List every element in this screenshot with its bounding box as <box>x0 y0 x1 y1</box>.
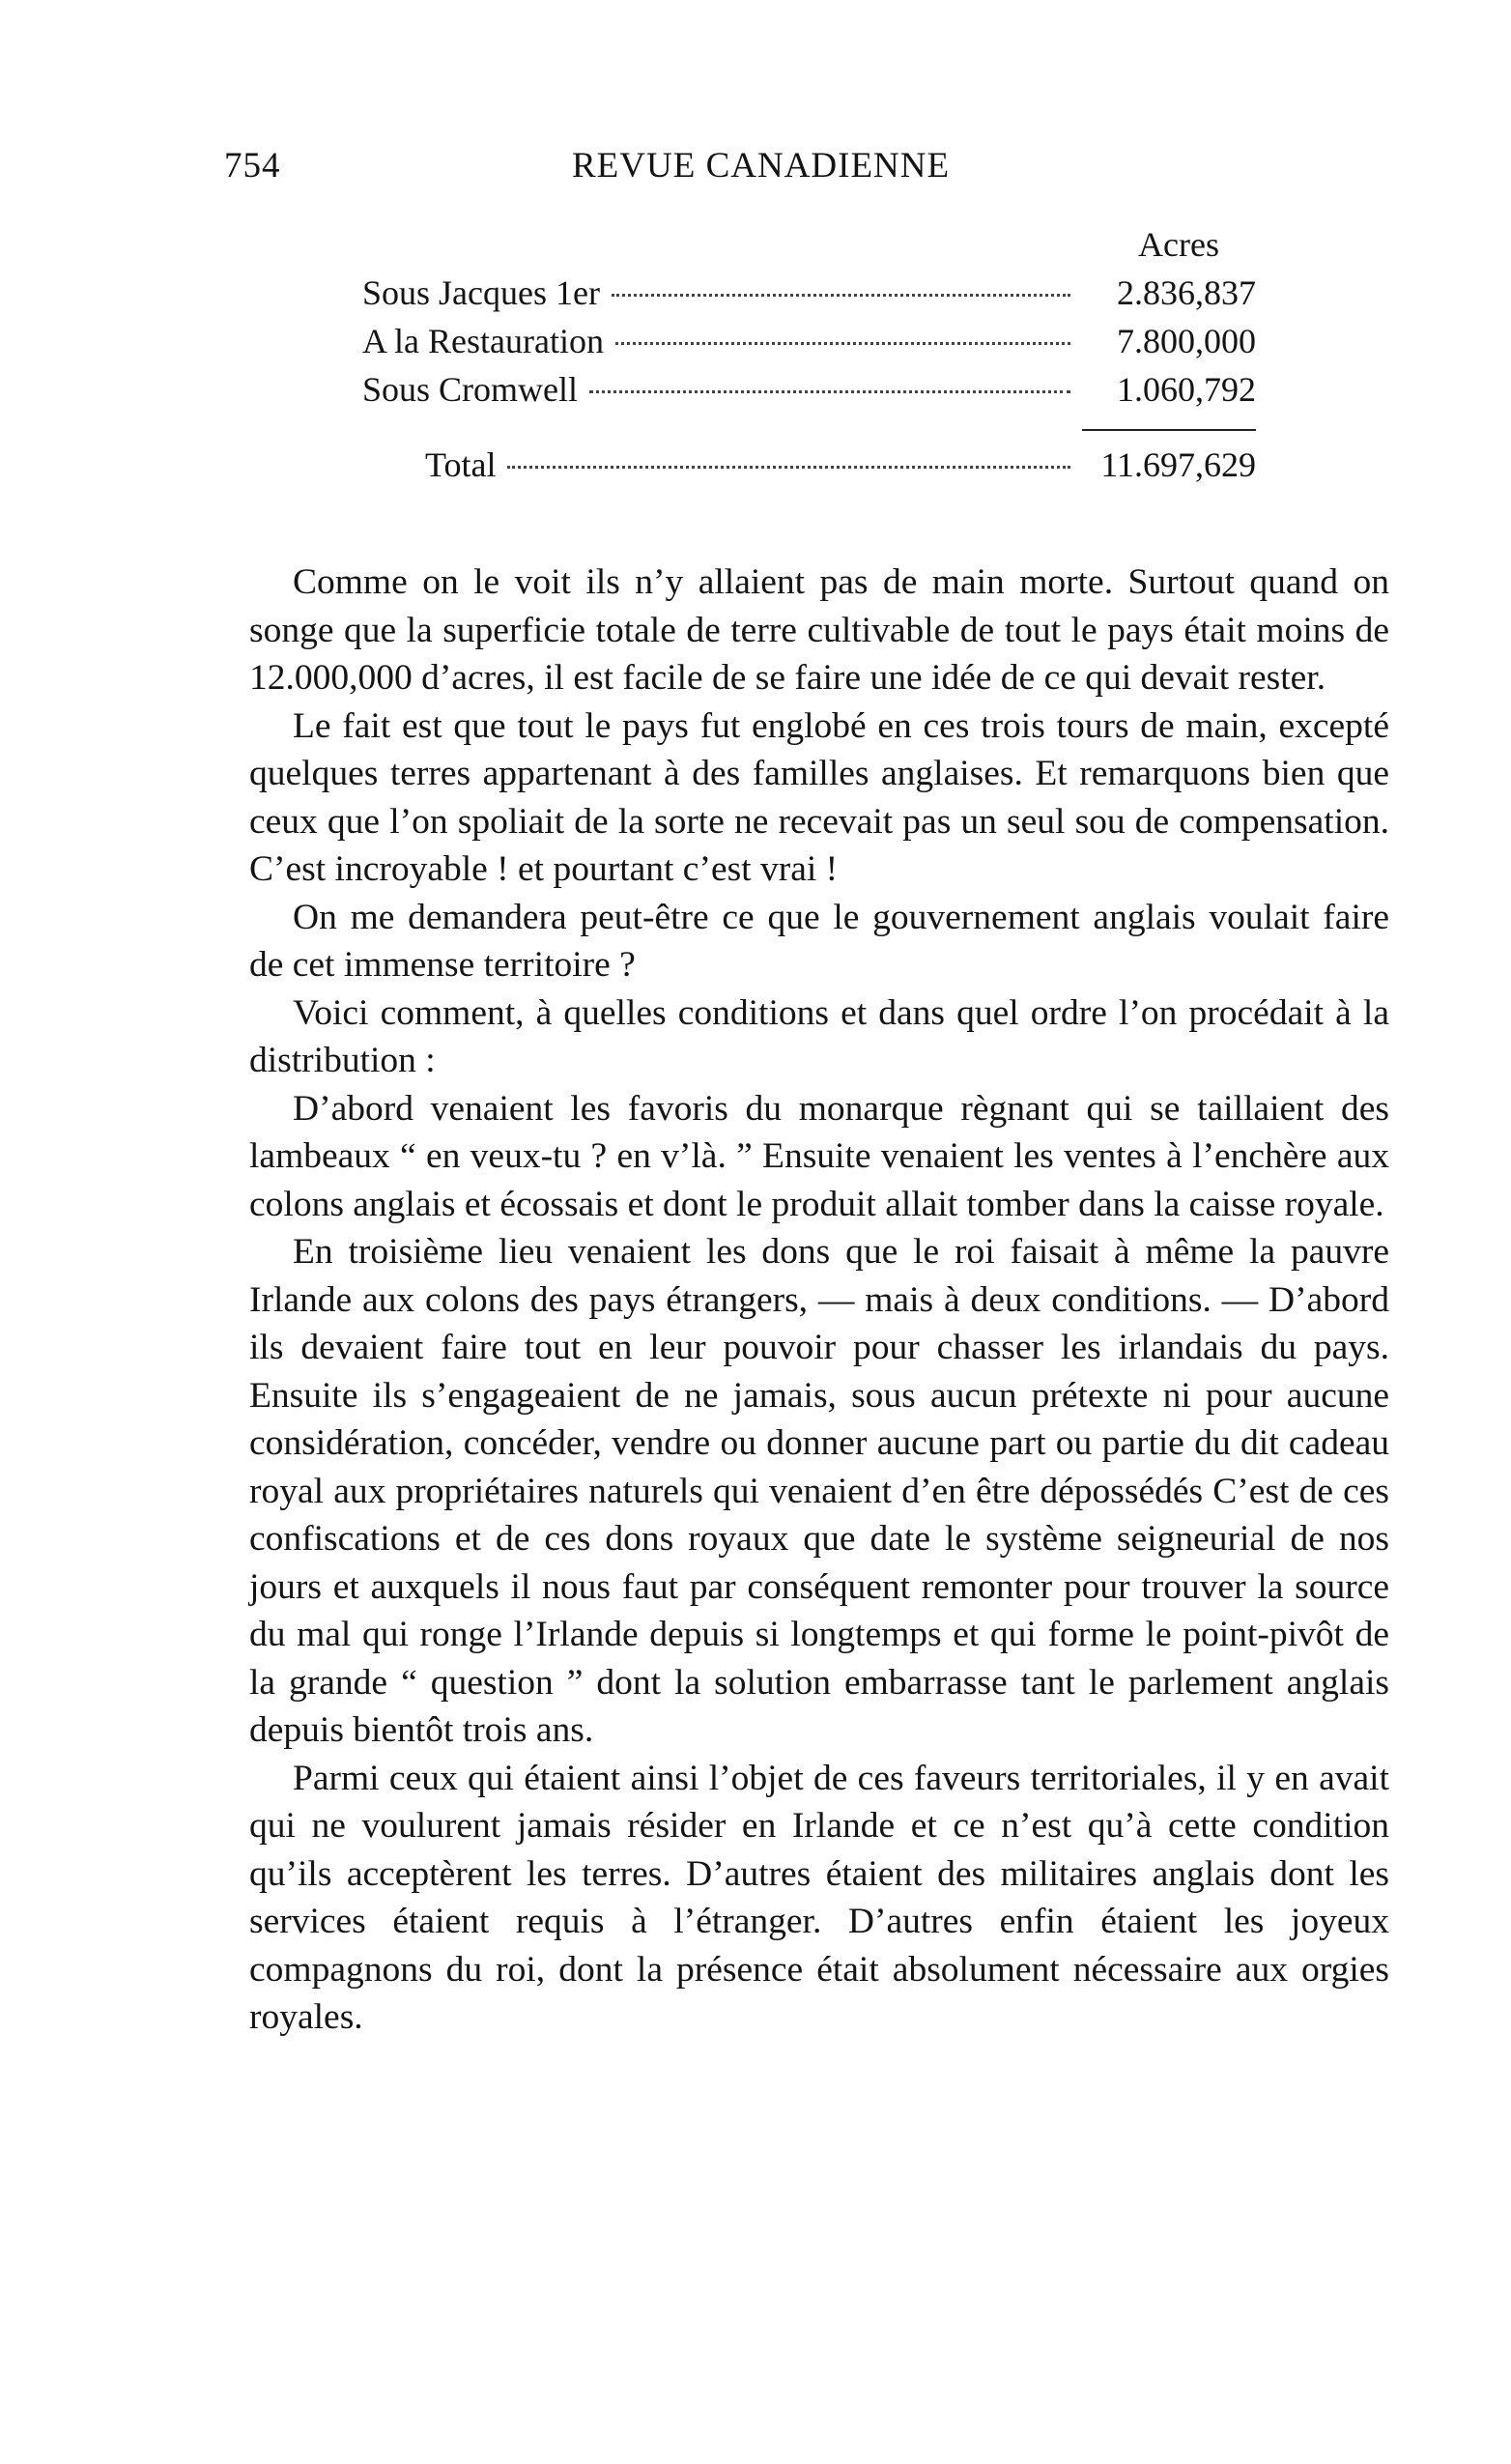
row-label: Sous Cromwell <box>362 370 579 409</box>
table-row <box>362 269 1256 317</box>
paragraph: Le fait est que tout le pays fut englobé en ces trois tours de main, excepté quelques terres appartenant à des familles anglaises. Et remarquons bien que ceux que l’on spoliait de la sorte ne recevait pas un seul sou de compensation. C’est incroyable ! et pourtant c’est vrai ! <box>249 705 1389 889</box>
acreage-table <box>362 220 1256 489</box>
total-row <box>362 441 1256 489</box>
total-value: 11.697,629 <box>1100 445 1256 484</box>
paragraph: Parmi ceux qui étaient ainsi l’objet de ces faveurs territoriales, il y en avait qui ne voulurent jamais résider en Irlande et ce n’est qu’à cette condition qu’ils acceptèrent les terres. D’autres étaient des militaires anglais dont les services étaient requis à l’étranger. D’autres enfin étaient les joyeux compagnons du roi, dont la présence était absolument nécessaire aux orgies royales. <box>249 1758 1389 2037</box>
running-head <box>224 145 1412 203</box>
sum-rule <box>1082 429 1256 431</box>
total-label: Total <box>425 445 497 484</box>
paragraph: En troisième lieu venaient les dons que le roi faisait à même la pauvre Irlande aux colons des pays étrangers, — mais à deux conditions. — D’abord ils devaient faire tout en leur pouvoir pour chasser les irlandais du pays. Ensuite ils s’engageaient de ne jamais, sous aucun prétexte ni pour aucune considération, concéder, vendre ou donner aucune part ou partie du dit cadeau royal aux propriétaires naturels qui venaient d’en être dépossédés C’est de ces confiscations et de ces dons royaux que date le système seigneurial de nos jours et auxquels il nous faut par conséquent remonter pour trouver la source du mal qui ronge l’Irlande depuis si longtemps et qui forme le point-pivôt de la grande “ question ” dont la solution embarrasse tant le parlement anglais depuis bientôt trois ans. <box>249 1232 1389 1750</box>
row-value: 2.836,837 <box>1117 273 1256 312</box>
row-label: A la Restauration <box>362 322 604 360</box>
row-label: Sous Jacques 1er <box>362 273 600 312</box>
row-value: 7.800,000 <box>1117 322 1256 360</box>
paragraph: Voici comment, à quelles conditions et dans quel ordre l’on procédait à la distribution : <box>249 992 1389 1080</box>
paragraph: On me demandera peut-être ce que le gouvernement anglais voulait faire de cet immense territoire ? <box>249 897 1389 985</box>
paragraph: Comme on le voit ils n’y allaient pas de main morte. Surtout quand on songe que la superficie totale de terre cultivable de tout le pays était moins de 12.000,000 d’acres, il est facile de se faire une idée de ce qui devait rester. <box>249 562 1389 698</box>
dot-leader <box>612 294 1070 297</box>
body-text <box>249 559 1389 2042</box>
dot-leader <box>507 466 1070 469</box>
dot-leader <box>615 342 1070 345</box>
page-number: 754 <box>224 146 281 186</box>
row-value: 1.060,792 <box>1117 370 1256 409</box>
dot-leader <box>589 390 1070 393</box>
table-row <box>362 317 1256 365</box>
table-row <box>362 365 1256 414</box>
paragraph: D’abord venaient les favoris du monarque règnant qui se taillaient des lambeaux “ en veux-tu ? en v’là. ” Ensuite venaient les ventes à l’enchère aux colons anglais et écossais et dont le produit allait tomber dans la caisse royale. <box>249 1088 1389 1224</box>
journal-title: REVUE CANADIENNE <box>572 146 951 186</box>
unit-header: Acres <box>1138 225 1219 264</box>
